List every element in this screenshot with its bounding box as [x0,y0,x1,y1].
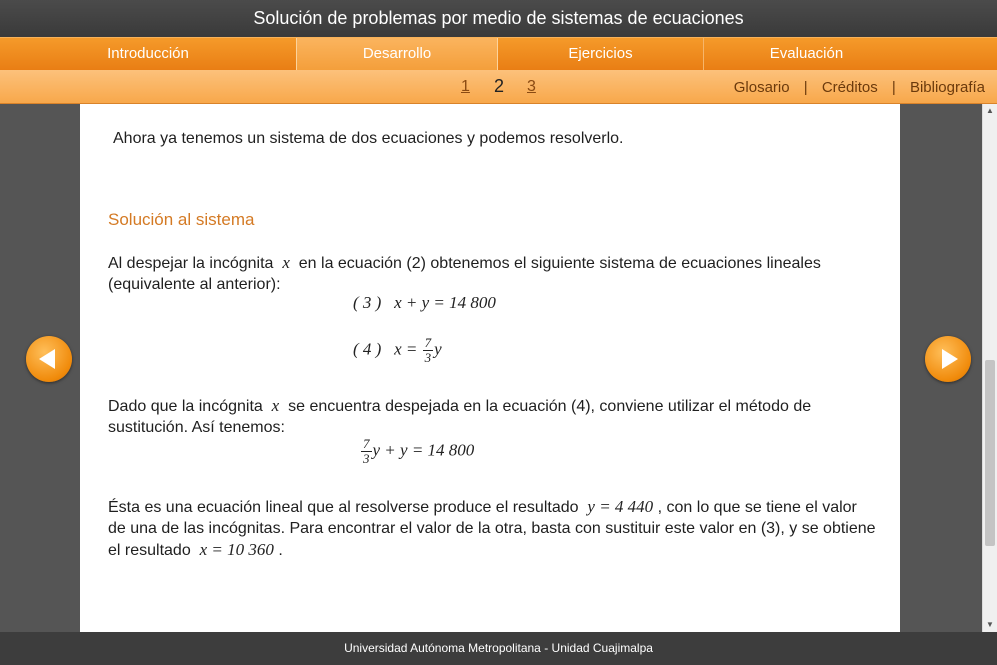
paragraph-3 [108,496,878,561]
app-title: Solución de problemas por medio de sistemas de ecuaciones [0,0,997,37]
scroll-down-icon[interactable]: ▼ [986,620,994,629]
tab-desarrollo[interactable]: Desarrollo [296,38,498,70]
fraction-numerator: 7 [424,335,432,350]
paragraph-3-text-b: , con lo que se tiene el valor de una de las incógnitas. Para encontrar el valor de la otra, basta con sustituir este valor en (3), y se obtiene el resultado [108,499,876,559]
paragraph-1-text-b: en la ecuación (2) obtenemos el siguiente sistema de ecuaciones lineales (equivalente al anterior): [108,255,821,293]
equation-3 [353,293,496,313]
arrow-right-icon[interactable] [925,336,971,382]
paragraph-1 [108,252,878,295]
paragraph-2-text-b: se encuentra despejada en la ecuación (4), conviene utilizar el método de sustitución. Así tenemos: [108,398,812,436]
page-link-1[interactable]: 1 [461,78,470,95]
paragraph-3-text-a: Ésta es una ecuación lineal que al resolverse produce el resultado [108,499,579,516]
scroll-up-icon[interactable]: ▲ [986,106,994,115]
tab-introduccion[interactable]: Introducción [107,45,189,62]
equation-4-label: ( 4 ) [353,339,382,359]
main-nav [0,37,997,70]
equation-4-variable: y [434,339,442,359]
tab-ejercicios[interactable]: Ejercicios [568,45,633,62]
equation-4 [353,336,442,365]
glosario-link[interactable]: Glosario [733,79,790,96]
creditos-link[interactable]: Créditos [821,79,878,96]
paragraph-3-end: . [278,542,283,559]
fraction [361,437,372,466]
intro-text: Ahora ya tenemos un sistema de dos ecuaciones y podemos resolverlo. [113,130,624,147]
link-separator: | [803,79,808,96]
page-link-current: 2 [494,76,505,96]
sub-nav [0,70,997,104]
fraction-denominator: 3 [363,451,370,466]
page-link-3[interactable]: 3 [527,78,536,95]
fraction-numerator: 7 [363,436,370,451]
fraction-denominator: 3 [424,350,432,365]
scrollbar[interactable] [982,104,997,632]
bibliografia-link[interactable]: Bibliografía [909,79,985,96]
variable-x: x [271,396,280,415]
equation-5-body: y + y = 14 800 [372,440,475,460]
link-separator: | [891,79,896,96]
footer: Universidad Autónoma Metropolitana - Unidad Cuajimalpa [0,632,997,665]
paragraph-2-text-a: Dado que la incógnita [108,398,263,415]
equation-4-lhs: x = [394,339,418,359]
variable-x: x [282,253,290,272]
arrow-left-icon[interactable] [26,336,72,382]
section-heading: Solución al sistema [108,210,255,229]
equation-3-body: x + y = 14 800 [394,293,496,312]
reference-links [734,79,985,96]
fraction [423,336,434,365]
scrollbar-thumb[interactable] [985,360,995,546]
equation-3-label: ( 3 ) [353,293,382,312]
paragraph-1-text-a: Al despejar la incógnita [108,255,274,272]
paragraph-2 [108,395,878,438]
equation-5 [360,437,474,466]
result-x: x = 10 360 [199,540,274,559]
result-y: y = 4 440 [587,497,654,516]
content-panel [80,104,900,632]
tab-evaluacion[interactable]: Evaluación [769,45,844,62]
